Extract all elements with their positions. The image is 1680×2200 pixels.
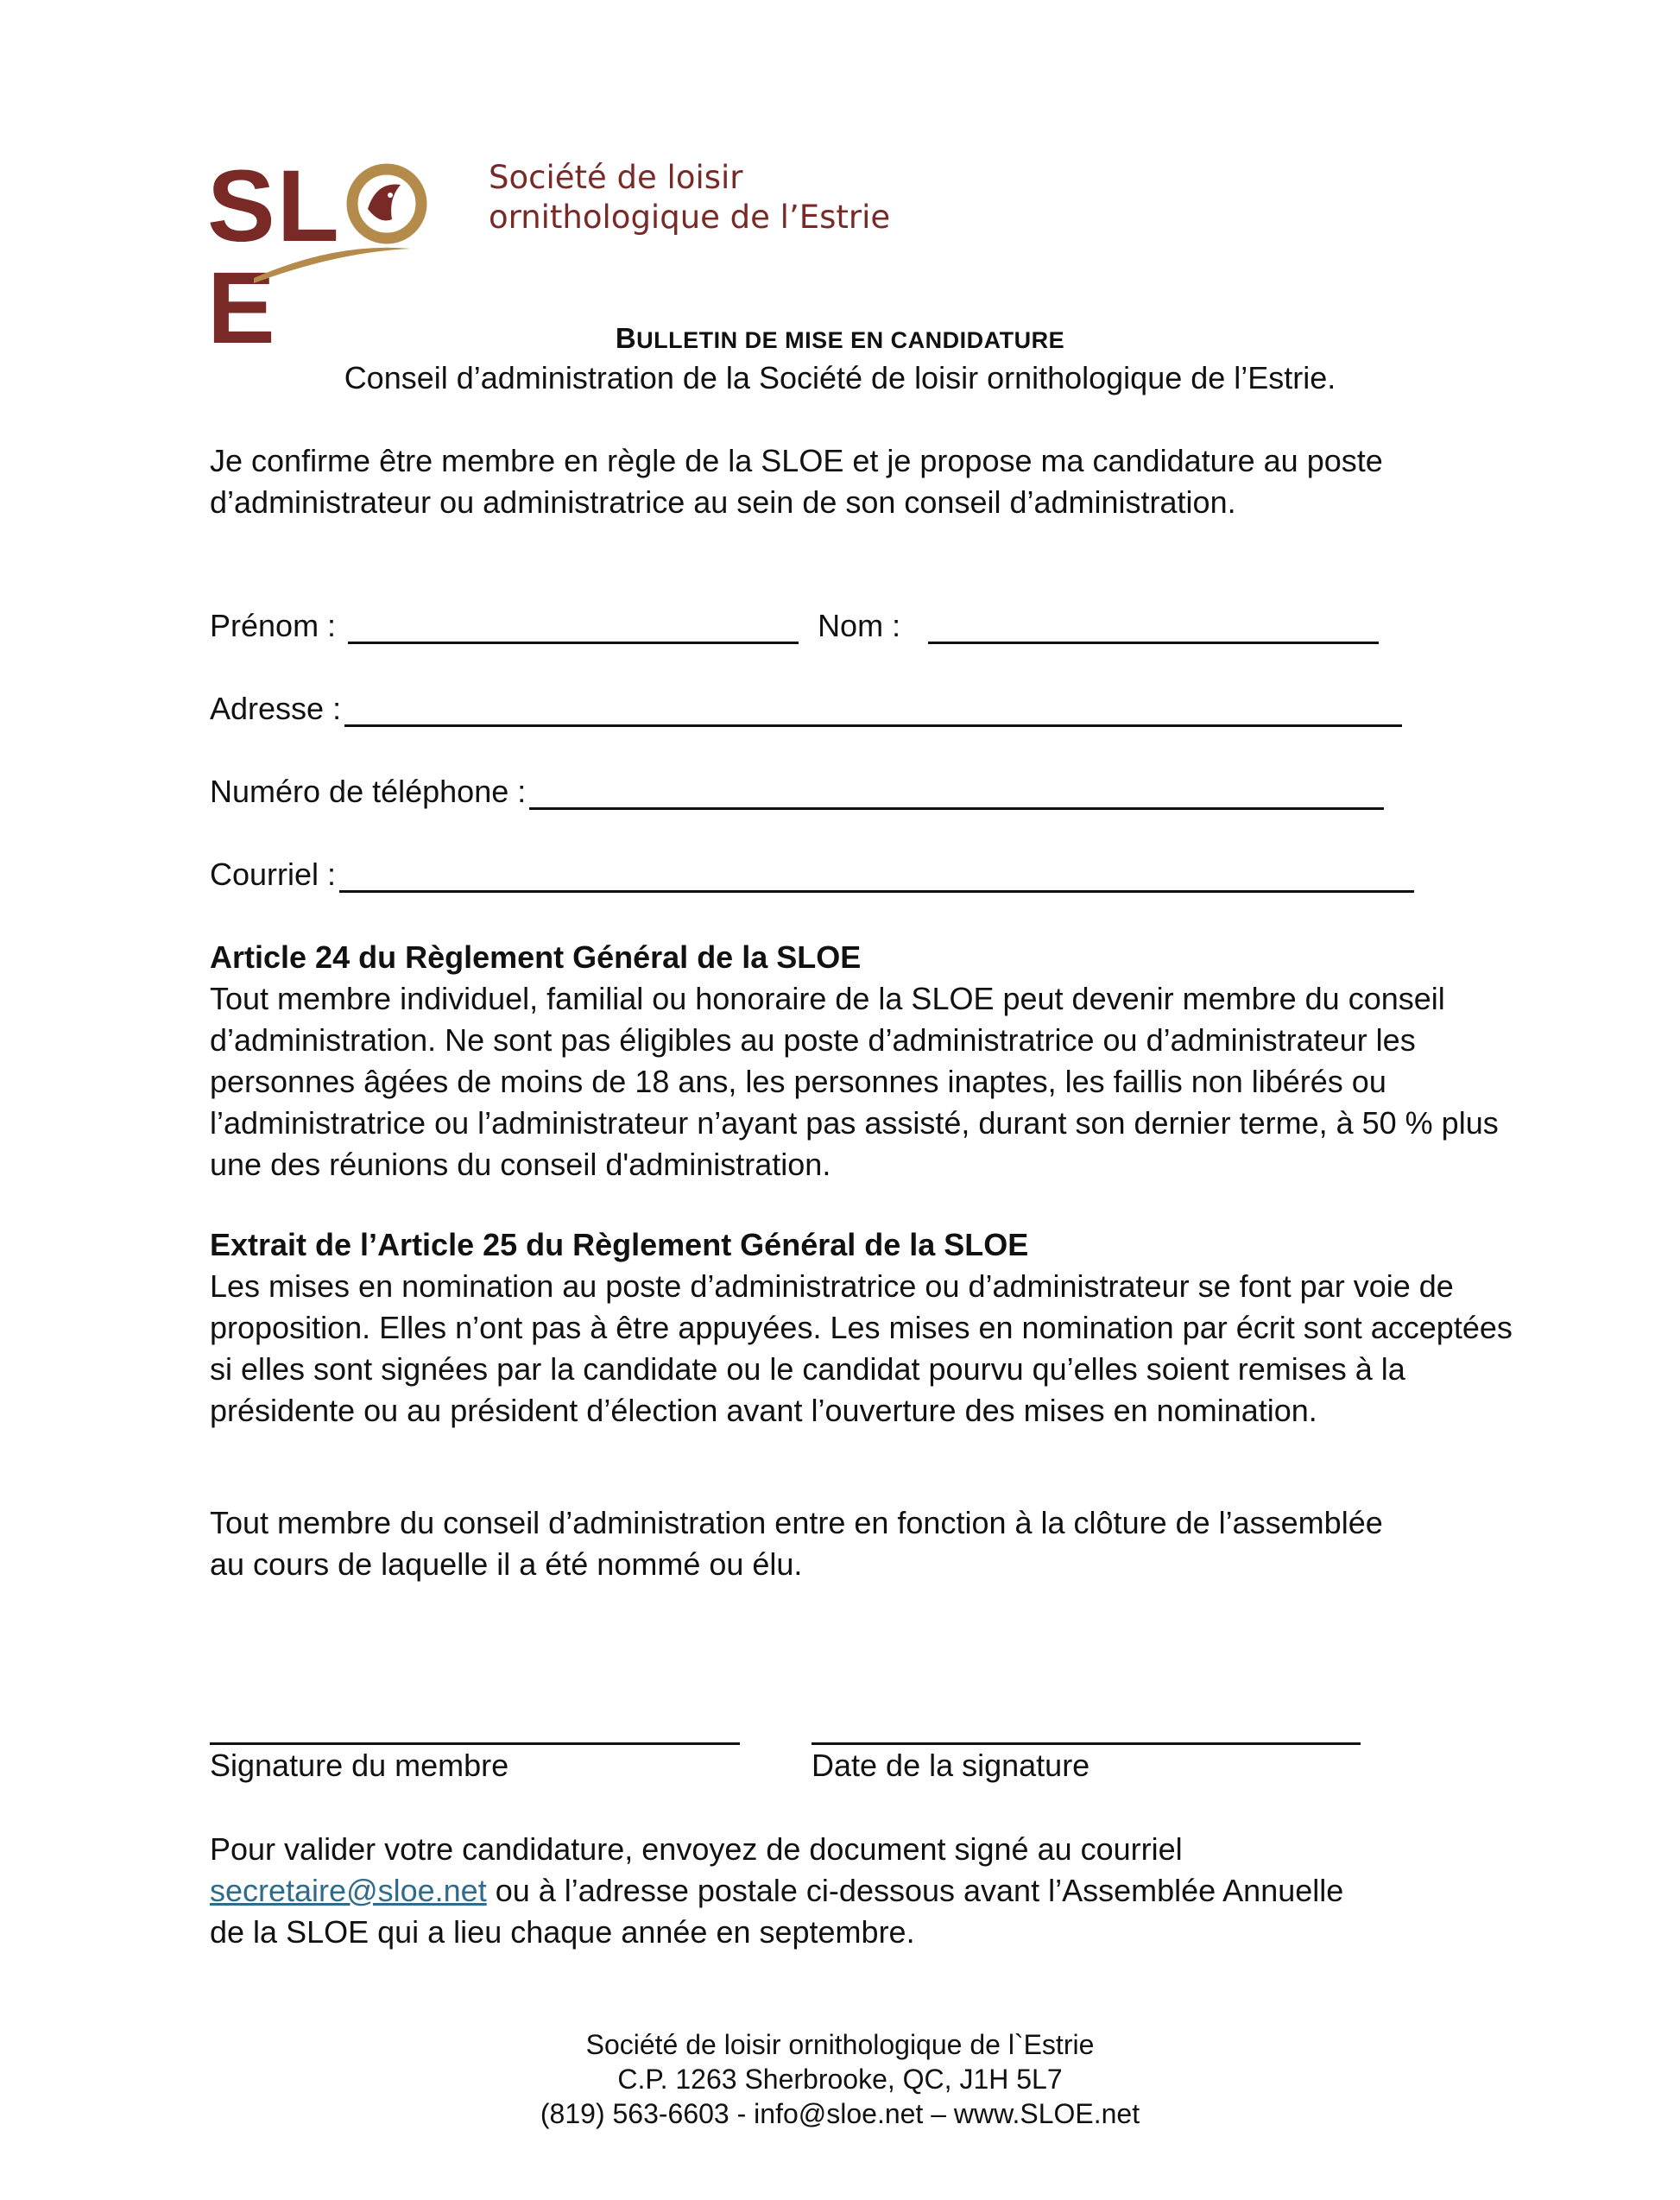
phone-row xyxy=(210,772,1384,810)
intro-paragraph: Je confirme être membre en règle de la SLOE et je propose ma candidature au poste d’administrateur ou administratrice au sein de son conseil d’administration. xyxy=(210,443,1383,520)
article-25-heading: Extrait de l’Article 25 du Règlement Général de la SLOE xyxy=(210,1227,1029,1262)
form-title xyxy=(0,319,1680,356)
member-signature-field[interactable] xyxy=(210,1742,740,1745)
email-row xyxy=(210,855,1414,893)
logo-subtitle-line1: Société de loisir xyxy=(489,159,743,196)
validation-line-2 xyxy=(210,1870,1522,1912)
last-name-field[interactable] xyxy=(928,610,1379,644)
logo-subtitle-line2: ornithologique de l’Estrie xyxy=(489,199,891,236)
address-row xyxy=(210,689,1402,727)
closing-paragraph: Tout membre du conseil d’administration entre en fonction à la clôture de l’assemblée au cours de laquelle il a été nommé ou élu. xyxy=(210,1505,1383,1582)
last-name-label: Nom : xyxy=(818,608,901,643)
article-25-body: Les mises en nomination au poste d’administratrice ou d’administrateur se font par voie de proposition. Elles n’ont pas à être appuyées. Les mises en nomination par écrit sont acceptées si elles sont signées par la candidate ou le candidat pourvu qu’elles soient remises à la présidente ou au président d’élection avant l’ouverture des mises en nomination. xyxy=(210,1268,1513,1428)
address-label: Adresse : xyxy=(210,691,342,726)
form-title-rest: ULLETIN DE MISE EN CANDIDATURE xyxy=(636,327,1065,353)
form-title-cap: B xyxy=(615,322,637,354)
address-field[interactable] xyxy=(344,693,1402,727)
logo-letter-e: E xyxy=(207,251,277,365)
footer-address: C.P. 1263 Sherbrooke, QC, J1H 5L7 xyxy=(617,2064,1063,2095)
footer-contact: (819) 563-6603 - info@sloe.net – www.SLOE.net xyxy=(540,2098,1140,2129)
article-25 xyxy=(210,1224,1522,1432)
name-row xyxy=(210,606,1418,644)
email-field[interactable] xyxy=(339,859,1414,893)
logo xyxy=(207,149,466,365)
form-subtitle: Conseil d’administration de la Société de loisir ornithologique de l’Estrie. xyxy=(344,360,1336,395)
validation-line-3: de la SLOE qui a lieu chaque année en septembre. xyxy=(210,1914,915,1950)
phone-label: Numéro de téléphone : xyxy=(210,774,527,809)
phone-field[interactable] xyxy=(529,776,1384,810)
validation-line-1: Pour valider votre candidature, envoyez de document signé au courriel xyxy=(210,1831,1183,1867)
logo-letters-sl: SL xyxy=(207,149,341,263)
member-signature-label: Signature du membre xyxy=(210,1748,509,1783)
article-24-body: Tout membre individuel, familial ou honoraire de la SLOE peut devenir membre du conseil d’administration. Ne sont pas éligibles au poste d’administratrice ou d’administrateur les personnes âgées de moins de 18 ans, les personnes inaptes, les faillis non libérés ou l’administratrice ou l’administrateur n’ayant pas assisté, durant son dernier terme, à 50 % plus une des réunions du conseil d'administration. xyxy=(210,981,1499,1182)
footer-organization: Société de loisir ornithologique de l`Estrie xyxy=(585,2029,1095,2060)
signature-date-field[interactable] xyxy=(812,1742,1361,1745)
article-24-heading: Article 24 du Règlement Général de la SLOE xyxy=(210,939,862,975)
first-name-label: Prénom : xyxy=(210,608,337,643)
email-label: Courriel : xyxy=(210,857,337,892)
validation-after-email: ou à l’adresse postale ci-dessous avant l’Assemblée Annuelle xyxy=(486,1873,1344,1908)
signature-date-label: Date de la signature xyxy=(812,1748,1090,1783)
logo-subtitle xyxy=(489,158,890,237)
validation-paragraph xyxy=(210,1829,1522,1953)
footer xyxy=(0,2027,1680,2131)
first-name-field[interactable] xyxy=(348,610,799,644)
article-24 xyxy=(210,937,1522,1185)
bird-logo-icon xyxy=(207,155,466,294)
secretary-email-link[interactable]: secretaire@sloe.net xyxy=(210,1873,487,1908)
